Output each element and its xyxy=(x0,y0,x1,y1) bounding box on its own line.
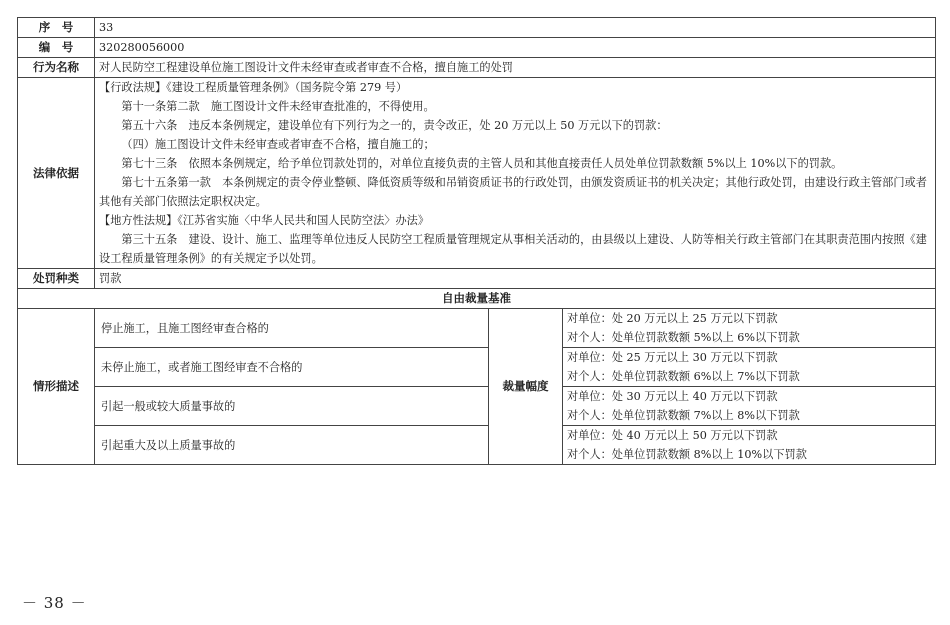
code-label: 编 号 xyxy=(18,38,95,58)
legal-basis-row xyxy=(18,78,936,269)
discretion-row xyxy=(18,426,936,465)
range-person: 对个人：处单位罚款数额 6%以上 7%以下罚款 xyxy=(567,370,800,383)
circ-desc: 引起重大及以上质量事故的 xyxy=(95,426,489,465)
basis-line: 【地方性法规】《江苏省实施〈中华人民共和国人民防空法〉办法》 xyxy=(99,214,430,227)
basis-line: 第七十五条第一款 本条例规定的责令停业整顿、降低资质等级和吊销资质证书的行政处罚，由颁发资质证书的机关决定；其他行政处罚，由建设行政主管部门或者其他有关部门依照法定职权决定。 xyxy=(99,176,927,208)
penalty-row xyxy=(18,269,936,289)
range-unit: 对单位：处 40 万元以上 50 万元以下罚款 xyxy=(567,429,778,442)
page-number: － 38 － xyxy=(22,594,87,612)
discretion-row xyxy=(18,348,936,387)
range-unit: 对单位：处 20 万元以上 25 万元以下罚款 xyxy=(567,312,778,325)
name-row xyxy=(18,58,936,78)
range-label: 裁量幅度 xyxy=(489,309,563,465)
basis-line: 第三十五条 建设、设计、施工、监理等单位违反人民防空工程质量管理规定从事相关活动的，由县级以上建设、人防等相关行政主管部门在其职责范围内按照《建设工程质量管理条例》的有关规定予以处罚。 xyxy=(99,233,927,265)
basis-line: 第七十三条 依照本条例规定，给予单位罚款处罚的，对单位直接负责的主管人员和其他直接责任人员处单位罚款数额 5%以上 10%以下的罚款。 xyxy=(121,157,843,170)
circ-label: 情形描述 xyxy=(18,309,95,465)
discretion-title: 自由裁量基准 xyxy=(18,289,936,309)
penalty-value: 罚款 xyxy=(95,269,936,289)
range-unit: 对单位：处 25 万元以上 30 万元以下罚款 xyxy=(567,351,778,364)
range-cell xyxy=(563,387,936,426)
circ-desc: 引起一般或较大质量事故的 xyxy=(95,387,489,426)
seq-label: 序 号 xyxy=(18,18,95,38)
name-value: 对人民防空工程建设单位施工图设计文件未经审查或者审查不合格，擅自施工的处罚 xyxy=(95,58,936,78)
circ-desc: 未停止施工，或者施工图经审查不合格的 xyxy=(95,348,489,387)
seq-row xyxy=(18,18,936,38)
range-person: 对个人：处单位罚款数额 8%以上 10%以下罚款 xyxy=(567,448,807,461)
range-unit: 对单位：处 30 万元以上 40 万元以下罚款 xyxy=(567,390,778,403)
discretion-row xyxy=(18,309,936,348)
range-person: 对个人：处单位罚款数额 5%以上 6%以下罚款 xyxy=(567,331,800,344)
discretion-title-row xyxy=(18,289,936,309)
name-label: 行为名称 xyxy=(18,58,95,78)
basis-line: 【行政法规】《建设工程质量管理条例》（国务院令第 279 号） xyxy=(99,81,408,94)
basis-line: （四）施工图设计文件未经审查或者审查不合格，擅自施工的； xyxy=(121,138,435,151)
range-cell xyxy=(563,348,936,387)
code-row xyxy=(18,38,936,58)
range-cell xyxy=(563,426,936,465)
basis-line: 第五十六条 违反本条例规定，建设单位有下列行为之一的，责令改正，处 20 万元以上 50 万元以下的罚款： xyxy=(121,119,668,132)
circ-desc: 停止施工，且施工图经审查合格的 xyxy=(95,309,489,348)
penalty-label: 处罚种类 xyxy=(18,269,95,289)
penalty-table xyxy=(17,17,936,465)
code-value: 320280056000 xyxy=(95,38,936,58)
legal-basis-content xyxy=(95,78,936,269)
range-cell xyxy=(563,309,936,348)
discretion-row xyxy=(18,387,936,426)
seq-value: 33 xyxy=(95,18,936,38)
basis-line: 第十一条第二款 施工图设计文件未经审查批准的，不得使用。 xyxy=(121,100,435,113)
legal-basis-label: 法律依据 xyxy=(18,78,95,269)
range-person: 对个人：处单位罚款数额 7%以上 8%以下罚款 xyxy=(567,409,800,422)
